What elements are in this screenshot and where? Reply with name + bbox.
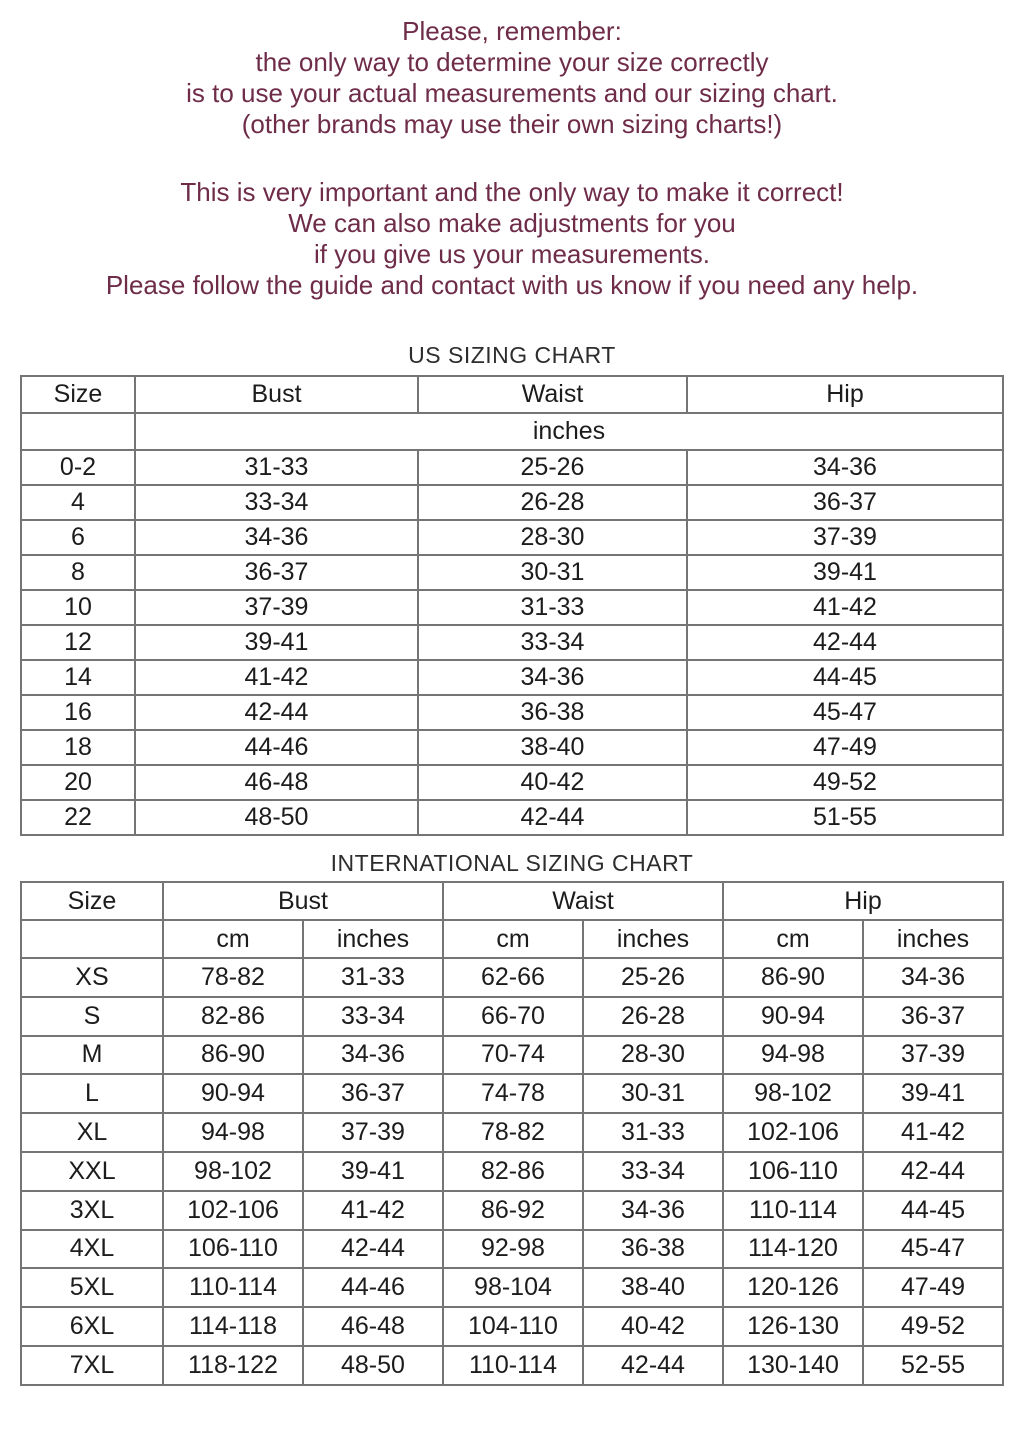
measurement-cell: 47-49 bbox=[863, 1268, 1003, 1307]
measurement-cell: 49-52 bbox=[687, 765, 1003, 800]
intro-line: We can also make adjustments for you bbox=[288, 208, 736, 238]
measurement-cell: 70-74 bbox=[443, 1036, 583, 1075]
measurement-cell: 49-52 bbox=[863, 1307, 1003, 1346]
measurement-cell: 106-110 bbox=[163, 1230, 303, 1269]
measurement-cell: 98-102 bbox=[163, 1152, 303, 1191]
table-row bbox=[21, 450, 1003, 485]
measurement-cell: 102-106 bbox=[163, 1191, 303, 1230]
measurement-cell: 30-31 bbox=[583, 1074, 723, 1113]
measurement-cell: 36-37 bbox=[135, 555, 418, 590]
measurement-cell: 31-33 bbox=[418, 590, 687, 625]
measurement-cell: 46-48 bbox=[135, 765, 418, 800]
measurement-cell: 37-39 bbox=[863, 1036, 1003, 1075]
measurement-cell: 106-110 bbox=[723, 1152, 863, 1191]
measurement-cell: 36-38 bbox=[583, 1230, 723, 1269]
measurement-cell: 110-114 bbox=[723, 1191, 863, 1230]
measurement-cell: 114-120 bbox=[723, 1230, 863, 1269]
measurement-cell: 31-33 bbox=[303, 958, 443, 997]
measurement-cell: 118-122 bbox=[163, 1346, 303, 1385]
measurement-cell: 98-102 bbox=[723, 1074, 863, 1113]
measurement-cell: 94-98 bbox=[723, 1036, 863, 1075]
measurement-cell: 42-44 bbox=[687, 625, 1003, 660]
measurement-cell: 37-39 bbox=[135, 590, 418, 625]
size-cell: 16 bbox=[21, 695, 135, 730]
size-cell: M bbox=[21, 1036, 163, 1075]
intro-line: is to use your actual measurements and our sizing chart. bbox=[186, 78, 838, 108]
size-cell: 4 bbox=[21, 485, 135, 520]
intl-unit-row bbox=[21, 920, 1003, 958]
us-sizing-table bbox=[20, 375, 1004, 836]
measurement-cell: 34-36 bbox=[135, 520, 418, 555]
measurement-cell: 74-78 bbox=[443, 1074, 583, 1113]
size-cell: XXL bbox=[21, 1152, 163, 1191]
measurement-cell: 34-36 bbox=[303, 1036, 443, 1075]
table-row bbox=[21, 625, 1003, 660]
measurement-cell: 51-55 bbox=[687, 800, 1003, 835]
measurement-cell: 33-34 bbox=[303, 997, 443, 1036]
measurement-cell: 114-118 bbox=[163, 1307, 303, 1346]
measurement-cell: 33-34 bbox=[135, 485, 418, 520]
measurement-cell: 37-39 bbox=[687, 520, 1003, 555]
table-row bbox=[21, 485, 1003, 520]
intro-line: Please, remember: bbox=[402, 16, 622, 46]
measurement-cell: 41-42 bbox=[863, 1113, 1003, 1152]
measurement-cell: 46-48 bbox=[303, 1307, 443, 1346]
measurement-cell: 48-50 bbox=[135, 800, 418, 835]
measurement-cell: 39-41 bbox=[687, 555, 1003, 590]
measurement-cell: 40-42 bbox=[583, 1307, 723, 1346]
table-row bbox=[21, 958, 1003, 997]
measurement-cell: 78-82 bbox=[443, 1113, 583, 1152]
us-col-header-waist: Waist bbox=[418, 376, 687, 413]
intro-paragraph-1 bbox=[0, 16, 1024, 140]
measurement-cell: 104-110 bbox=[443, 1307, 583, 1346]
measurement-cell: 28-30 bbox=[418, 520, 687, 555]
measurement-cell: 30-31 bbox=[418, 555, 687, 590]
measurement-cell: 120-126 bbox=[723, 1268, 863, 1307]
us-col-header-hip: Hip bbox=[687, 376, 1003, 413]
size-cell: 0-2 bbox=[21, 450, 135, 485]
measurement-cell: 41-42 bbox=[135, 660, 418, 695]
size-cell: L bbox=[21, 1074, 163, 1113]
measurement-cell: 86-90 bbox=[723, 958, 863, 997]
measurement-cell: 34-36 bbox=[583, 1191, 723, 1230]
measurement-cell: 38-40 bbox=[418, 730, 687, 765]
measurement-cell: 94-98 bbox=[163, 1113, 303, 1152]
measurement-cell: 42-44 bbox=[135, 695, 418, 730]
measurement-cell: 28-30 bbox=[583, 1036, 723, 1075]
unit-cell-bust-cm: cm bbox=[163, 920, 303, 958]
us-col-header-bust: Bust bbox=[135, 376, 418, 413]
size-cell: 10 bbox=[21, 590, 135, 625]
table-row bbox=[21, 730, 1003, 765]
size-cell: 14 bbox=[21, 660, 135, 695]
measurement-cell: 126-130 bbox=[723, 1307, 863, 1346]
measurement-cell: 25-26 bbox=[583, 958, 723, 997]
table-row bbox=[21, 660, 1003, 695]
measurement-cell: 44-46 bbox=[303, 1268, 443, 1307]
measurement-cell: 34-36 bbox=[863, 958, 1003, 997]
measurement-cell: 40-42 bbox=[418, 765, 687, 800]
measurement-cell: 44-45 bbox=[863, 1191, 1003, 1230]
table-row bbox=[21, 765, 1003, 800]
measurement-cell: 41-42 bbox=[687, 590, 1003, 625]
measurement-cell: 42-44 bbox=[418, 800, 687, 835]
table-row bbox=[21, 555, 1003, 590]
measurement-cell: 47-49 bbox=[687, 730, 1003, 765]
measurement-cell: 86-92 bbox=[443, 1191, 583, 1230]
measurement-cell: 66-70 bbox=[443, 997, 583, 1036]
measurement-cell: 42-44 bbox=[303, 1230, 443, 1269]
measurement-cell: 34-36 bbox=[418, 660, 687, 695]
measurement-cell: 41-42 bbox=[303, 1191, 443, 1230]
intro-line: This is very important and the only way to make it correct! bbox=[180, 177, 844, 207]
intl-col-header-waist: Waist bbox=[443, 882, 723, 920]
intro-paragraph-2 bbox=[0, 177, 1024, 301]
measurement-cell: 25-26 bbox=[418, 450, 687, 485]
table-row bbox=[21, 1036, 1003, 1075]
table-row bbox=[21, 1307, 1003, 1346]
table-row bbox=[21, 1074, 1003, 1113]
size-cell: 3XL bbox=[21, 1191, 163, 1230]
measurement-cell: 36-37 bbox=[863, 997, 1003, 1036]
intl-col-header-bust: Bust bbox=[163, 882, 443, 920]
measurement-cell: 36-38 bbox=[418, 695, 687, 730]
intro-text-block bbox=[0, 0, 1024, 301]
measurement-cell: 86-90 bbox=[163, 1036, 303, 1075]
table-row bbox=[21, 1230, 1003, 1269]
measurement-cell: 36-37 bbox=[687, 485, 1003, 520]
size-cell: 6 bbox=[21, 520, 135, 555]
table-row bbox=[21, 695, 1003, 730]
size-cell: XS bbox=[21, 958, 163, 997]
measurement-cell: 62-66 bbox=[443, 958, 583, 997]
us-unit-cell: inches bbox=[135, 413, 1003, 450]
measurement-cell: 92-98 bbox=[443, 1230, 583, 1269]
international-chart-title: INTERNATIONAL SIZING CHART bbox=[330, 850, 694, 876]
measurement-cell: 48-50 bbox=[303, 1346, 443, 1385]
unit-cell-hip-cm: cm bbox=[723, 920, 863, 958]
measurement-cell: 37-39 bbox=[303, 1113, 443, 1152]
size-cell: S bbox=[21, 997, 163, 1036]
table-row bbox=[21, 1346, 1003, 1385]
empty-cell bbox=[21, 920, 163, 958]
measurement-cell: 39-41 bbox=[135, 625, 418, 660]
measurement-cell: 45-47 bbox=[863, 1230, 1003, 1269]
measurement-cell: 98-104 bbox=[443, 1268, 583, 1307]
table-row bbox=[21, 1113, 1003, 1152]
measurement-cell: 42-44 bbox=[583, 1346, 723, 1385]
table-row bbox=[21, 1268, 1003, 1307]
size-cell: 5XL bbox=[21, 1268, 163, 1307]
measurement-cell: 36-37 bbox=[303, 1074, 443, 1113]
measurement-cell: 82-86 bbox=[163, 997, 303, 1036]
table-row bbox=[21, 800, 1003, 835]
size-cell: 6XL bbox=[21, 1307, 163, 1346]
size-cell: 22 bbox=[21, 800, 135, 835]
measurement-cell: 31-33 bbox=[583, 1113, 723, 1152]
size-cell: 7XL bbox=[21, 1346, 163, 1385]
intl-header-row bbox=[21, 882, 1003, 920]
unit-cell-hip-inches: inches bbox=[863, 920, 1003, 958]
measurement-cell: 44-46 bbox=[135, 730, 418, 765]
measurement-cell: 110-114 bbox=[443, 1346, 583, 1385]
measurement-cell: 45-47 bbox=[687, 695, 1003, 730]
us-chart-title: US SIZING CHART bbox=[408, 342, 616, 368]
measurement-cell: 90-94 bbox=[723, 997, 863, 1036]
measurement-cell: 39-41 bbox=[863, 1074, 1003, 1113]
measurement-cell: 90-94 bbox=[163, 1074, 303, 1113]
measurement-cell: 42-44 bbox=[863, 1152, 1003, 1191]
measurement-cell: 110-114 bbox=[163, 1268, 303, 1307]
intro-line: Please follow the guide and contact with us know if you need any help. bbox=[105, 270, 919, 300]
size-cell: 18 bbox=[21, 730, 135, 765]
measurement-cell: 26-28 bbox=[418, 485, 687, 520]
table-row bbox=[21, 997, 1003, 1036]
us-col-header-size: Size bbox=[21, 376, 135, 413]
intl-col-header-size: Size bbox=[21, 882, 163, 920]
measurement-cell: 31-33 bbox=[135, 450, 418, 485]
measurement-cell: 102-106 bbox=[723, 1113, 863, 1152]
table-row bbox=[21, 1152, 1003, 1191]
table-row bbox=[21, 1191, 1003, 1230]
intro-line: (other brands may use their own sizing charts!) bbox=[241, 109, 783, 139]
measurement-cell: 82-86 bbox=[443, 1152, 583, 1191]
measurement-cell: 78-82 bbox=[163, 958, 303, 997]
measurement-cell: 33-34 bbox=[583, 1152, 723, 1191]
intro-line: if you give us your measurements. bbox=[314, 239, 710, 269]
size-cell: 20 bbox=[21, 765, 135, 800]
measurement-cell: 33-34 bbox=[418, 625, 687, 660]
intl-col-header-hip: Hip bbox=[723, 882, 1003, 920]
size-cell: 12 bbox=[21, 625, 135, 660]
unit-cell-waist-cm: cm bbox=[443, 920, 583, 958]
size-cell: XL bbox=[21, 1113, 163, 1152]
unit-cell-waist-inches: inches bbox=[583, 920, 723, 958]
measurement-cell: 26-28 bbox=[583, 997, 723, 1036]
table-row bbox=[21, 590, 1003, 625]
size-cell: 8 bbox=[21, 555, 135, 590]
measurement-cell: 38-40 bbox=[583, 1268, 723, 1307]
measurement-cell: 130-140 bbox=[723, 1346, 863, 1385]
measurement-cell: 52-55 bbox=[863, 1346, 1003, 1385]
measurement-cell: 39-41 bbox=[303, 1152, 443, 1191]
intro-line: the only way to determine your size correctly bbox=[255, 47, 769, 77]
empty-cell bbox=[21, 413, 135, 450]
measurement-cell: 34-36 bbox=[687, 450, 1003, 485]
measurement-cell: 44-45 bbox=[687, 660, 1003, 695]
unit-cell-bust-inches: inches bbox=[303, 920, 443, 958]
us-header-row bbox=[21, 376, 1003, 413]
international-sizing-table bbox=[20, 881, 1004, 1386]
size-cell: 4XL bbox=[21, 1230, 163, 1269]
table-row bbox=[21, 520, 1003, 555]
us-unit-row bbox=[21, 413, 1003, 450]
